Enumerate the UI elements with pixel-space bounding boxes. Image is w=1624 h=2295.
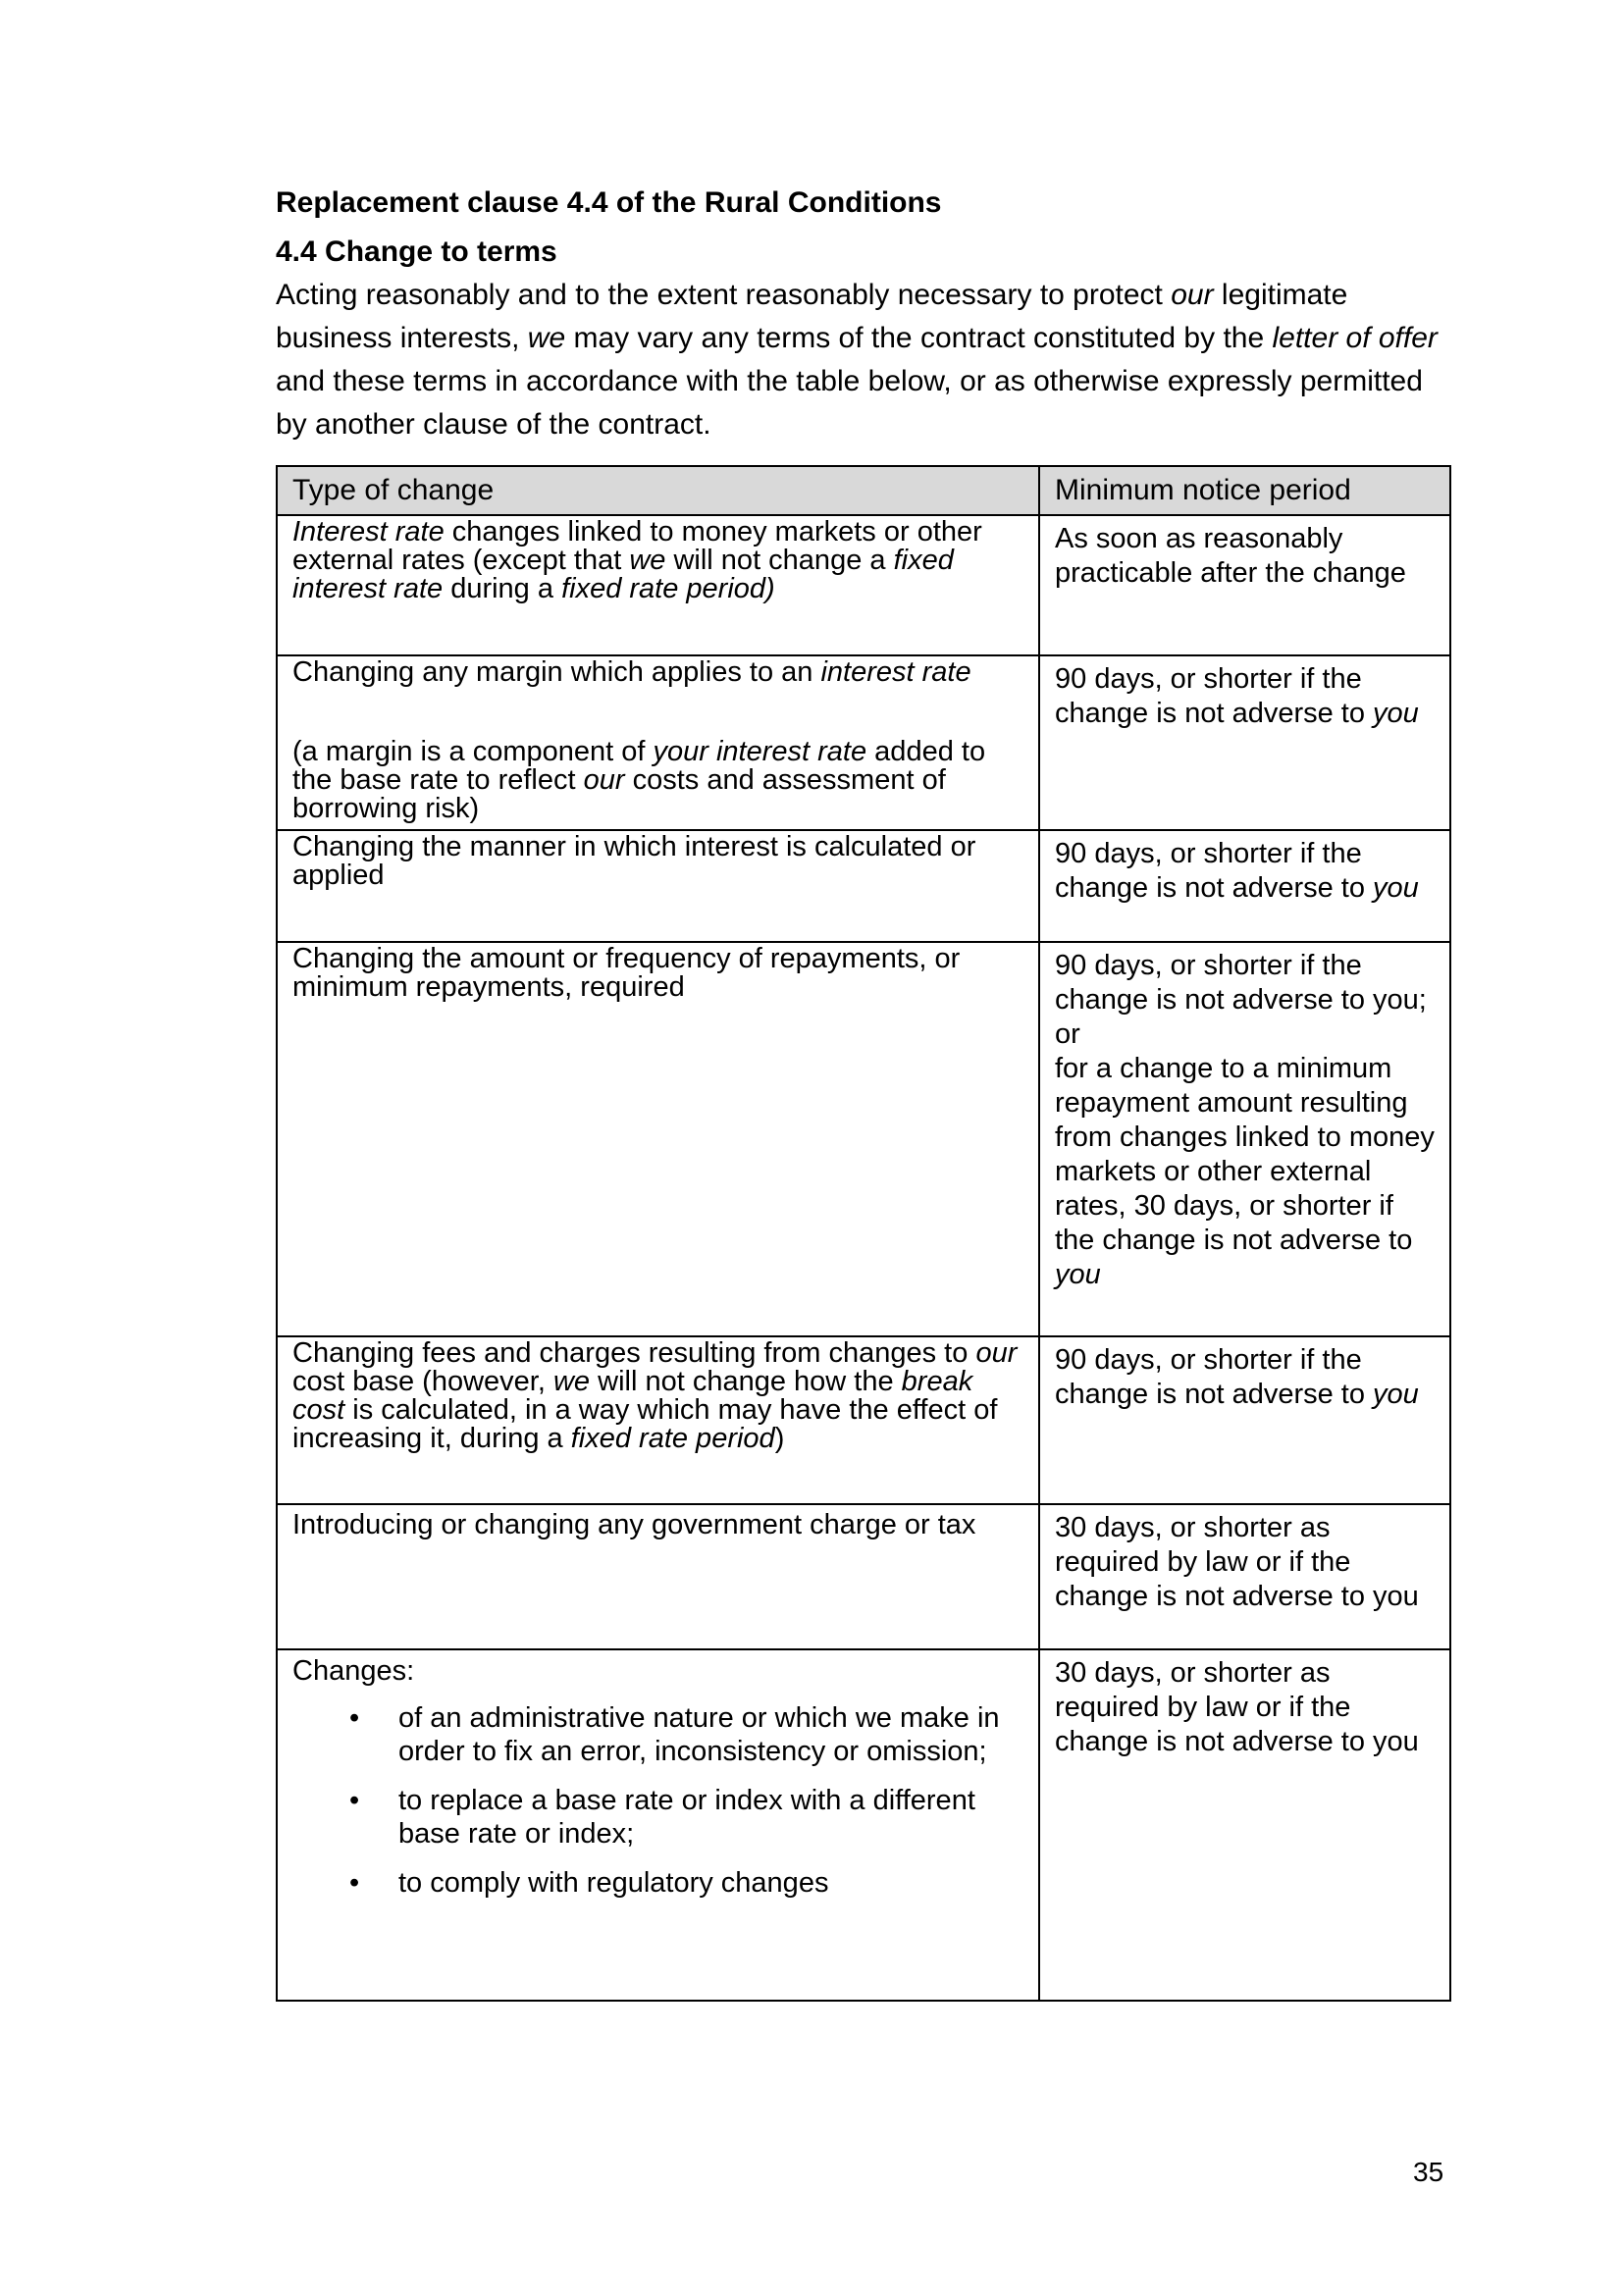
changes-bullet-list	[292, 1701, 1024, 1900]
table-row	[277, 515, 1450, 655]
change-cell: Changing fees and charges resulting from changes to our cost base (however, we will not change how the break cost is calculated, in a way which may have the effect of increasing it, during a fixed rate period)	[277, 1336, 1039, 1504]
change-cell: Changing the manner in which interest is calculated or applied	[277, 830, 1039, 942]
change-terms-table	[276, 465, 1451, 2002]
header-type-of-change: Type of change	[277, 466, 1039, 515]
list-item: • to comply with regulatory changes	[349, 1867, 829, 1899]
clause-heading: 4.4 Change to terms	[276, 235, 557, 268]
page-number: 35	[1413, 2157, 1444, 2187]
list-item: • of an administrative nature or which we make in order to fix an error, inconsistency or omission;	[349, 1702, 1000, 1767]
table-header-row	[277, 466, 1450, 515]
change-cell	[277, 1649, 1039, 2001]
notice-cell: 30 days, or shorter as required by law or if the change is not adverse to you	[1039, 1649, 1450, 2001]
table-row	[277, 655, 1450, 830]
change-cell: Changing any margin which applies to an interest rate (a margin is a component of your interest rate added to the base rate to reflect our costs and assessment of borrowing risk)	[277, 655, 1039, 830]
notice-cell: 90 days, or shorter if the change is not adverse to you	[1039, 655, 1450, 830]
change-cell: Introducing or changing any government charge or tax	[277, 1504, 1039, 1649]
changes-label: Changes:	[292, 1655, 415, 1687]
intro-paragraph: Acting reasonably and to the extent reasonably necessary to protect our legitimate business interests, we may vary any terms of the contract constituted by the letter of offer and these terms in accordance with the table below, or as otherwise expressly permitted by another clause of the contract.	[276, 279, 1438, 441]
table-row	[277, 942, 1450, 1336]
table-row	[277, 830, 1450, 942]
notice-cell: 90 days, or shorter if the change is not adverse to you; or for a change to a minimum repayment amount resulting from changes linked to money markets or other external rates, 30 days, or shorter if the change is not adverse to you	[1039, 942, 1450, 1336]
bullet-icon: •	[349, 1785, 360, 1816]
table-row	[277, 1336, 1450, 1504]
table-row	[277, 1504, 1450, 1649]
list-item: • to replace a base rate or index with a different base rate or index;	[349, 1785, 975, 1850]
document-content	[276, 182, 1453, 446]
bullet-icon: •	[349, 1867, 360, 1899]
notice-cell: 30 days, or shorter as required by law or if the change is not adverse to you	[1039, 1504, 1450, 1649]
notice-cell: As soon as reasonably practicable after the change	[1039, 515, 1450, 655]
change-cell: Changing the amount or frequency of repayments, or minimum repayments, required	[277, 942, 1039, 1336]
header-minimum-notice-period: Minimum notice period	[1039, 466, 1450, 515]
notice-cell: 90 days, or shorter if the change is not adverse to you	[1039, 1336, 1450, 1504]
bullet-icon: •	[349, 1702, 360, 1734]
section-heading: Replacement clause 4.4 of the Rural Conditions	[276, 186, 942, 219]
table-row	[277, 1649, 1450, 2001]
notice-cell: 90 days, or shorter if the change is not adverse to you	[1039, 830, 1450, 942]
change-cell: Interest rate changes linked to money markets or other external rates (except that we will not change a fixed interest rate during a fixed rate period)	[277, 515, 1039, 655]
